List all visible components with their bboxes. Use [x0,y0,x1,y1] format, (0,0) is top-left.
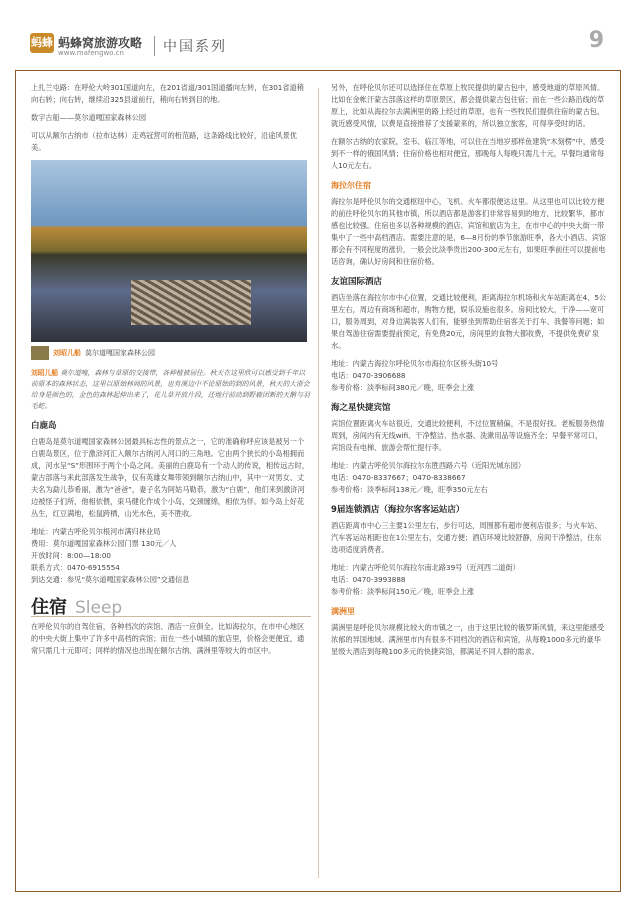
description-text: 莫尔道嘎，森林与草原的交接带，各种植被居住。秋天在这里欣可以感受到千年以前原本的森林状态，这里以原始林间的风景，也有溪边中不论原始的到的风景，秋天的大浙会给身是颜色的，金色的森林起伸出来了，花儿草开放片段，还地行前动到野鹿团新的天鹅与羽毛蛇。 [31,369,310,410]
bailu-transport: 到达交通：参见“莫尔道嘎国家森林公园”交通信息 [31,575,190,584]
header-divider [154,36,155,56]
hotel-3-address: 地址：内蒙古呼伦贝尔海拉尔南北路39号（近河西二道街） [331,563,520,572]
left-column [31,82,311,663]
hotel-3-price: 参考价格：淡季标间150元／晚，旺季会上涨 [331,587,475,596]
bailu-heading: 白鹿岛 [31,421,57,431]
caption-title: 刘昭儿船 [53,349,81,357]
brand-name: 蚂蜂窝旅游攻略 [58,36,143,50]
sleep-section-heading [31,597,311,618]
sleep-title-en: Sleep [75,598,123,618]
manzhouli-heading: 满洲里 [331,607,355,616]
column-divider [318,88,319,878]
hotel-3-phone: 电话：0470-3993888 [331,575,406,584]
page-number: 9 [588,28,604,53]
description-lead: 刘昭儿船 [31,369,59,377]
sleep-title-cn: 住宿 [31,597,67,618]
hotel-1-price: 参考价格：淡季标间380元／晚，旺季会上涨 [331,383,475,392]
hotel-2-description: 宾馆位置距离火车站很近，交通比较便利，不过位置稍偏，不是很好找。老板服务热情周到，房间内有无线wifi、干净整洁、热水器、洗漱用品等设施齐全；早餐平常可口，宾馆设有电梯、旅游会帮忙提行李。 [331,419,605,452]
manzhouli-paragraph: 满洲里是呼伦贝尔规模比较大的市镇之一，由于这里比较的俄罗斯风情，来这里能感受浓郁的异国地域。满洲里市内有很多不同档次的酒店和宾馆，从每晚1000多元的豪华星级大酒店到每晚100多元的快捷宾馆，都满足不同人群的需求。 [331,623,605,656]
bailu-hours: 开放时间：8:00—18:00 [31,551,111,560]
hotel-2-address: 地址：内蒙古呼伦贝尔海拉尔东胜西路六号（近阳光城东园） [331,461,526,470]
hotel-3-name: 9届连锁酒店（海拉尔客客运站店） [331,505,465,515]
bailu-contact: 联系方式：0470-6915554 [31,563,120,572]
route-paragraph: 上扎兰屯路：在呼伦大岭301国道向左，在201省道/301国道播向左转，在301省道稍向右转；向右转，继续沿325县道前行，稍向右转到目的地。 [31,83,304,104]
brand-url: www.mafengwo.cn [58,49,124,57]
cabin-paragraph: 在额尔古纳的农家院，室韦、临江等地，可以住在当地岁那样鱼建筑“木刻楞”中，感受到不一样的俄国风情；住宿价格也相对便宜，那晚每人每晚只需几十元，早餐均通常每人10元左右。 [331,137,605,170]
yurt-paragraph: 另外，在呼伦贝尔还可以选择住在草原上牧民提供的蒙古包中，感受地道的草原风情。比如在金帐汗蒙古部落这样的草原景区，都会提供蒙古包住宿；而在一些公路沿线的草原上，比如从海拉尔去满洲里的路上经过的草原，也有一些牧民们提供住宿的蒙古包，就近感受风情，以费是直接推荐了支援蒙来的，所以独立旅客，可得享受时的话。 [331,83,605,128]
hotel-2-price: 参考价格：淡季标间138元／晚，旺季350元左右 [331,485,488,494]
hotel-2-info [331,460,607,496]
caption-subtitle: 莫尔道嘎国家森林公园 [85,349,155,357]
hotel-1-name: 友谊国际酒店 [331,277,383,287]
photo-caption [31,346,311,360]
hotel-1-description: 酒店坐落在海拉尔市中心位置，交通比较便利，距离海拉尔机场和火车站距离在4、5公里左右，周边有商场和超市，购物方便，娱乐设施也很多。房间比较大，干净——宽可口，服务周到，对身边满装客人们有，能够坐到帮助住宿客关于打车、我餐等问题；如果自驾游住宿需要提前预定，有免费20元，房间里的食物大都收费，不提供免费矿泉水。 [331,293,607,350]
route-paragraph-2: 可以从额尔古纳市（拉布达林）走鸡冠营可的桁范路，这条路线比较好，沿途风景优美。 [31,131,297,152]
hotel-3-info [331,562,607,598]
route-subheading: 数字古船——莫尔道嘎国家森林公园 [31,113,147,122]
sleep-paragraph: 在呼伦贝尔的自驾住宿，各种档次的宾馆、酒店一应俱全。比如海拉尔，在市中心地区的中央大街上集中了许多中高档的宾馆；而在一些小城镇的旅店里，价格会更便宜，通常只需几十元即可；同样的情况也出现在额尔古纳、满洲里等较大的市区中。 [31,622,305,655]
lake-photo [31,160,307,342]
hotel-2-name: 海之星快捷宾馆 [331,403,391,413]
driftwood-image [131,280,251,325]
caption-thumbnail [31,346,49,360]
bailu-paragraph: 白鹿岛是莫尔道嘎国家森林公园最具标志性的景点之一，它的准确称呼应该是被另一个白鹿岛景区，位于激浒河汇入额尔古纳河入河口的三角地。它由两个狭长的小岛相拥而成，河水呈“S”形围环于两个小岛之间。美丽的白鹿岛有一个动人的传说，相传远古时，蒙古部落与来此部落发生战争，仅有英雄女舞带领到额尔古纳山中，其中一对男女、丈夫名为勐儿恭希丽，激为“爸爸”，妻子名为阿姑马勒恭，激为“白鹿”，他们来到激浒河边被怪子们所，他相依偎，束马健化作成个小岛，交颈缠绵，相依为伴。如今岛上好花丛生，红豆满地，松鼠跨栖，山光水色，美不胜收。 [31,437,309,518]
bailu-fee: 费用：莫尔道嘎国家森林公园门票 130元／人 [31,539,177,548]
bailu-address: 地址：内蒙古呼伦贝尔根河市满归林业局 [31,527,161,536]
right-column [331,82,607,664]
page-header [0,0,636,70]
hotel-2-phone: 电话：0470-8337667；0470-8338667 [331,473,466,482]
bailu-info [31,526,311,586]
photo-description [31,368,311,412]
hotel-1-address: 地址：内蒙古海拉尔呼伦贝尔市海拉尔区桥头街10号 [331,359,499,368]
hotel-1-phone: 电话：0470-3906688 [331,371,406,380]
hotel-1-info [331,358,607,394]
mafengwo-logo-icon: 蚂蜂窝 [30,33,54,53]
hailar-heading: 海拉尔住宿 [331,181,371,190]
series-title: 中国系列 [163,39,227,55]
hailar-paragraph: 海拉尔是呼伦贝尔的交通枢纽中心，飞机、火车都很便达这里。从这里也可以比较方便的前往呼伦贝尔的其他市镇，所以酒店都是游客们非常容易到的地方，比较繁华，都市感也比较强。住宿也多以各种规模的酒店、宾馆和旅店为主，在市中心的中央大街一带集中了一些中高档酒店。需要注意的是，6—8月份的季节旅游旺季，各大小酒店、宾馆都会有不同程度的涨价，一般会比淡季贵出200-300元左右，如果旺季前往可以提前电话咨询，确认好房间和住宿价格。 [331,197,607,266]
hotel-3-description: 酒店距离市中心三主要1公里左右，步行可达，周围都有超市便利店很多；与火车站、汽车客运站相距也在1公里左右，交通方便；酒店环境比较舒静，房间干净整洁，住东选项适度消费者。 [331,521,602,554]
